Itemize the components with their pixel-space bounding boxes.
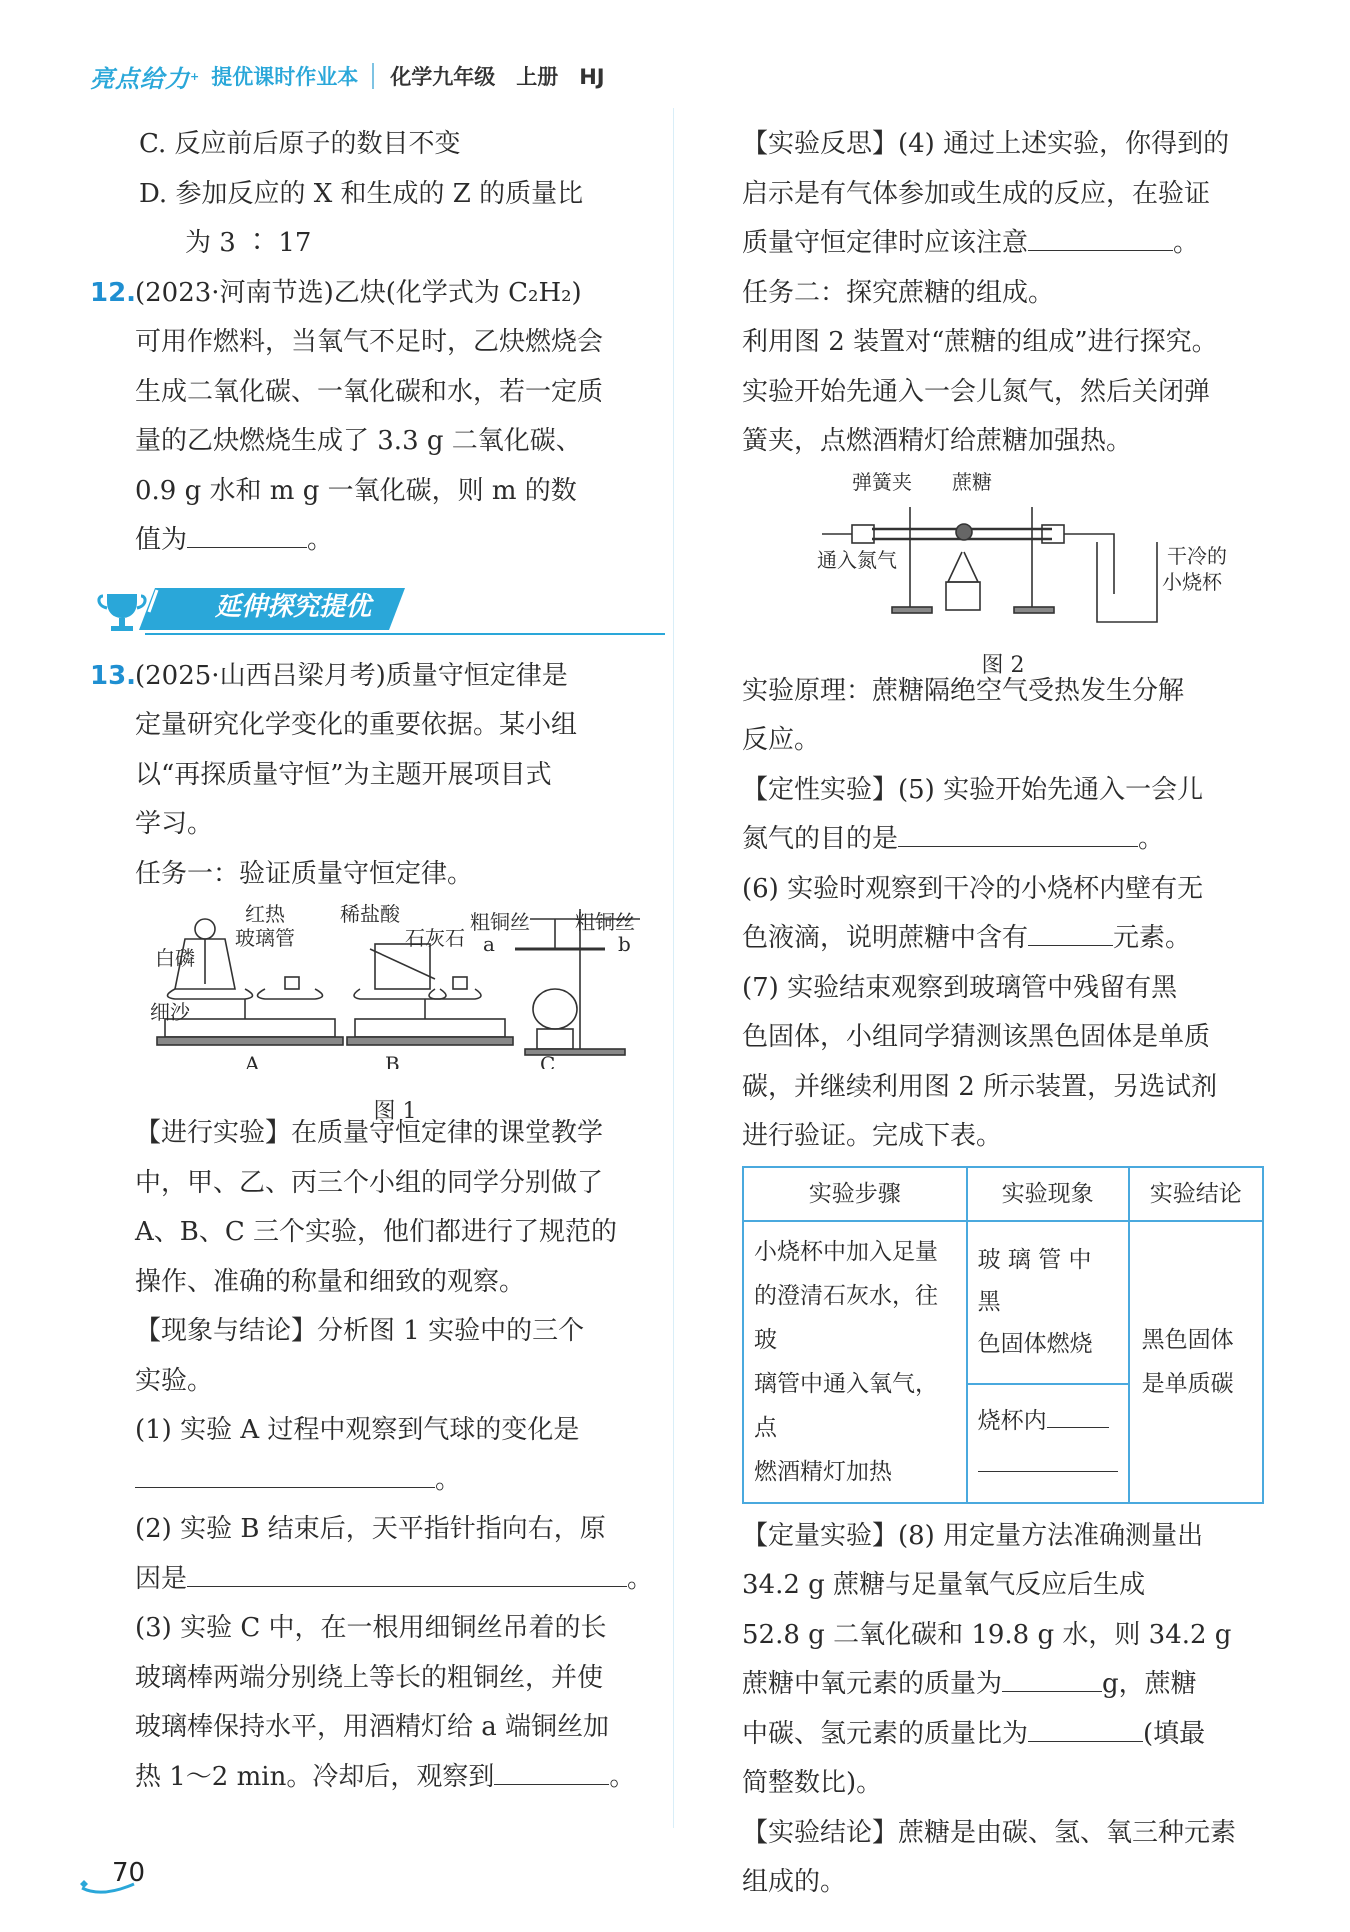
header-divider xyxy=(372,63,374,89)
body-line: 52.8 g 二氧化碳和 19.8 g 水，则 34.2 g xyxy=(742,1619,1232,1650)
question-13 xyxy=(90,652,655,900)
body-line: 色固体，小组同学猜测该黑色固体是单质 xyxy=(742,1022,1211,1052)
option-d: D. 参加反应的 X 和生成的 Z 的质量比 xyxy=(139,178,584,209)
figure-2-caption: 图 2 xyxy=(981,653,1025,678)
body-line: 操作、准确的称量和细致的观察。 xyxy=(135,1266,526,1297)
option-d-cont: 为 3 ∶ 17 xyxy=(185,228,312,258)
answer-blank[interactable] xyxy=(187,517,307,548)
q13-line: 学习。 xyxy=(135,809,214,839)
fig1-label: 玻璃管 xyxy=(235,926,295,950)
fig1-label: b xyxy=(618,932,631,956)
fig1-label: 红热 xyxy=(245,902,285,926)
cell-line: 玻 璃 管 中 黑 xyxy=(977,1247,1092,1316)
body-line: 实验开始先通入一会儿氮气，然后关闭弹 xyxy=(742,376,1211,407)
punct: 。 xyxy=(1173,228,1200,258)
cell-line: 燃酒精灯加热 xyxy=(754,1458,892,1485)
body-line: 【定量实验】(8) 用定量方法准确测量出 xyxy=(742,1520,1204,1551)
fig1-label: A xyxy=(245,1052,260,1069)
balance-b xyxy=(347,944,513,1045)
body-line: (1) 实验 A 过程中观察到气球的变化是 xyxy=(135,1415,580,1445)
question-12 xyxy=(90,269,655,566)
cell-line: 黑色固体 xyxy=(1141,1326,1234,1353)
book-subtitle: 提优课时作业本 xyxy=(211,65,359,89)
body-line: 玻璃棒两端分别绕上等长的粗铜丝，并使 xyxy=(135,1662,604,1693)
fig2-label: 通入氮气 xyxy=(817,547,897,572)
body-line: 碳，并继续利用图 2 所示装置，另选试剂 xyxy=(742,1071,1218,1102)
fig1-label: 细沙 xyxy=(150,1000,190,1024)
fig1-label: B xyxy=(385,1052,400,1069)
fig1-label: 粗铜丝 xyxy=(575,910,635,934)
fig1-label: a xyxy=(483,932,495,956)
q12-line: (2023·河南节选)乙炔(化学式为 C₂H₂) xyxy=(135,277,582,308)
body-line: 热 1～2 min。冷却后，观察到 xyxy=(135,1761,495,1792)
q12-line: 生成二氧化碳、一氧化碳和水，若一定质 xyxy=(135,376,604,407)
figure-1 xyxy=(135,899,655,1124)
page-number-text: 70 xyxy=(112,1858,146,1888)
cell-line: 的澄清石灰水，往玻 xyxy=(754,1282,938,1353)
experiment-table xyxy=(742,1166,1264,1504)
punct: 。 xyxy=(1138,824,1165,854)
answer-blank[interactable] xyxy=(978,1445,1118,1472)
q12-line: 量的乙炔燃烧生成了 3.3 g 二氧化碳、 xyxy=(135,426,582,456)
body-line: 中，甲、乙、丙三个小组的同学分别做了 xyxy=(135,1167,604,1198)
fig1-label: 白磷 xyxy=(155,946,195,970)
section-banner xyxy=(95,580,655,644)
body-line: 进行验证。完成下表。 xyxy=(742,1121,1003,1151)
fig1-label: 稀盐酸 xyxy=(340,902,400,926)
body-line: 中碳、氢元素的质量比为 xyxy=(742,1718,1029,1749)
page-number xyxy=(92,1858,146,1888)
punct: 。 xyxy=(307,525,334,555)
body-line: 【进行实验】在质量守恒定律的课堂教学 xyxy=(135,1118,604,1148)
answer-blank[interactable] xyxy=(1028,1711,1143,1742)
body-line: 反应。 xyxy=(742,725,821,755)
grade-label: 化学九年级 上册 HJ xyxy=(390,65,605,89)
q12-line: 可用作燃料，当氧气不足时，乙炔燃烧会 xyxy=(135,327,604,357)
body-line: (填最 xyxy=(1143,1718,1206,1749)
banner-graphic xyxy=(95,580,665,644)
fig2-label: 干冷的 xyxy=(1167,543,1227,568)
figure-1-drawing xyxy=(135,899,655,1069)
body-line: 简整数比)。 xyxy=(742,1768,883,1798)
q13-line: 定量研究化学变化的重要依据。某小组 xyxy=(135,710,578,740)
body-line: 34.2 g 蔗糖与足量氧气反应后生成 xyxy=(742,1570,1146,1600)
answer-blank[interactable] xyxy=(1028,915,1113,946)
answer-blank[interactable] xyxy=(1047,1401,1109,1428)
q12-line: 值为 xyxy=(135,525,188,555)
body-line: 【定性实验】(5) 实验开始先通入一会儿 xyxy=(742,774,1204,805)
table-cell-conclusion xyxy=(1129,1221,1263,1503)
table-cell-phenomenon xyxy=(967,1221,1129,1384)
body-line: g，蔗糖 xyxy=(1102,1669,1197,1699)
punct: 。 xyxy=(627,1563,654,1594)
body-line: 实验原理：蔗糖隔绝空气受热发生分解 xyxy=(742,675,1185,706)
punct: 。 xyxy=(435,1464,462,1495)
option-c: C. 反应前后原子的数目不变 xyxy=(139,129,461,159)
body-line: 元素。 xyxy=(1113,923,1192,953)
body-line: 利用图 2 装置对“蔗糖的组成”进行探究。 xyxy=(742,327,1218,357)
answer-blank[interactable] xyxy=(898,816,1138,847)
fig2-label: 弹簧夹 xyxy=(852,469,912,494)
fig1-label: C xyxy=(540,1052,556,1069)
body-line: 【实验结论】蔗糖是由碳、氢、氧三种元素 xyxy=(742,1817,1237,1848)
body-line: 实验。 xyxy=(135,1365,214,1396)
body-line: 任务二：探究蔗糖的组成。 xyxy=(742,277,1055,308)
fig2-label: 蔗糖 xyxy=(952,469,992,494)
trophy-icon xyxy=(99,594,145,631)
table-cell-phenomenon xyxy=(967,1384,1129,1503)
answer-blank[interactable] xyxy=(494,1754,609,1785)
q12-line: 0.9 g 水和 m g 一氧化碳，则 m 的数 xyxy=(135,475,577,506)
task-one: 任务一：验证质量守恒定律。 xyxy=(135,858,474,889)
brand-logo: 亮点给力 xyxy=(90,64,190,93)
body-line: 【实验反思】(4) 通过上述实验，你得到的 xyxy=(742,129,1230,159)
table-cell-step xyxy=(743,1221,967,1503)
answer-blank[interactable] xyxy=(1028,220,1173,251)
fig1-label: 石灰石 xyxy=(405,926,465,950)
page-header xyxy=(90,56,605,96)
punct: 。 xyxy=(609,1761,636,1792)
cell-line: 璃管中通入氧气，点 xyxy=(754,1370,938,1441)
body-line: 质量守恒定律时应该注意 xyxy=(742,228,1029,258)
cell-line: 小烧杯中加入足量 xyxy=(754,1238,938,1265)
answer-blank[interactable] xyxy=(187,1556,627,1587)
cell-line: 色固体燃烧 xyxy=(977,1331,1093,1358)
table-header: 实验现象 xyxy=(967,1167,1129,1221)
column-divider xyxy=(673,108,674,1828)
body-line: A、B、C 三个实验，他们都进行了规范的 xyxy=(135,1217,618,1247)
body-line: (3) 实验 C 中，在一根用细铜丝吊着的长 xyxy=(135,1613,607,1643)
q13-line: (2025·山西吕梁月考)质量守恒定律是 xyxy=(135,660,568,691)
banner-title: 延伸探究提优 xyxy=(215,591,372,622)
cell-line: 烧杯内 xyxy=(977,1408,1047,1435)
fig1-label: 粗铜丝 xyxy=(470,910,530,934)
answer-blank[interactable] xyxy=(1002,1661,1102,1692)
q13-line: 以“再探质量守恒”为主题开展项目式 xyxy=(135,759,552,790)
body-line: 蔗糖中氧元素的质量为 xyxy=(742,1669,1003,1699)
body-line: 玻璃棒保持水平，用酒精灯给 a 端铜丝加 xyxy=(135,1712,610,1742)
body-line: 启示是有气体参加或生成的反应，在验证 xyxy=(742,178,1211,209)
right-column xyxy=(742,120,1264,1908)
question-number: 13. xyxy=(90,660,137,691)
cell-line: 是单质碳 xyxy=(1141,1370,1234,1397)
body-line: 簧夹，点燃酒精灯给蔗糖加强热。 xyxy=(742,426,1133,456)
body-line: 氮气的目的是 xyxy=(742,824,899,854)
body-line: 色液滴，说明蔗糖中含有 xyxy=(742,923,1029,953)
question-number: 12. xyxy=(90,277,137,308)
body-line: 组成的。 xyxy=(742,1867,847,1897)
body-line: (2) 实验 B 结束后，天平指针指向右，原 xyxy=(135,1514,606,1544)
table-header: 实验步骤 xyxy=(743,1167,967,1221)
body-line: (6) 实验时观察到干冷的小烧杯内壁有无 xyxy=(742,873,1204,904)
body-line: (7) 实验结束观察到玻璃管中残留有黑 xyxy=(742,972,1178,1003)
body-line: 【现象与结论】分析图 1 实验中的三个 xyxy=(135,1316,585,1346)
fig2-label: 小烧杯 xyxy=(1162,569,1222,594)
body-line: 因是 xyxy=(135,1563,188,1594)
figure-1-caption: 图 1 xyxy=(373,1098,417,1124)
left-column xyxy=(90,120,655,1802)
answer-blank[interactable] xyxy=(135,1457,435,1488)
table-header: 实验结论 xyxy=(1129,1167,1263,1221)
plus-icon: + xyxy=(190,69,200,83)
figure-2 xyxy=(742,467,1264,678)
figure-2-drawing xyxy=(742,467,1264,632)
